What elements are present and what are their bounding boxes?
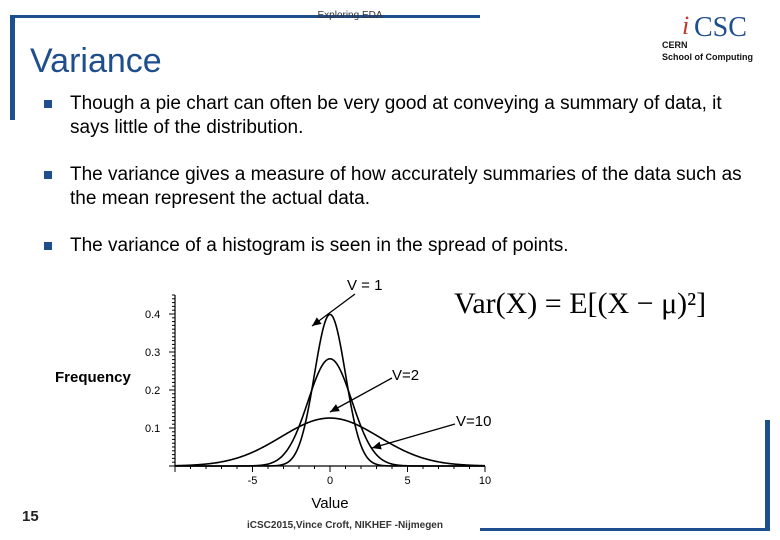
series-arrow-head bbox=[312, 317, 322, 326]
svg-text:CSC: CSC bbox=[694, 12, 747, 43]
series-label: V=2 bbox=[392, 367, 420, 384]
bullet-2 bbox=[40, 163, 760, 211]
footer-credit: iCSC2015,Vince Croft, NIKHEF -Nijmegen bbox=[247, 520, 443, 531]
y-tick-label: 0.2 bbox=[145, 385, 161, 397]
curve-v-10 bbox=[175, 418, 485, 466]
bullet-text: The variance gives a measure of how accurately summaries of the data such as the mean represent the actual data. bbox=[70, 164, 742, 209]
series-arrow bbox=[330, 378, 392, 412]
icsc-logo bbox=[660, 8, 775, 68]
bullet-marker-icon bbox=[44, 171, 52, 179]
bullet-1 bbox=[40, 92, 760, 140]
y-tick-label: 0.3 bbox=[145, 347, 161, 359]
x-tick-label: 10 bbox=[478, 475, 492, 487]
chart-axes bbox=[169, 295, 485, 472]
page-number: 15 bbox=[22, 508, 39, 525]
y-axis-label: Frequency bbox=[55, 369, 131, 386]
series-label: V = 1 bbox=[347, 277, 383, 294]
left-accent-bar bbox=[10, 15, 15, 120]
right-accent-bar bbox=[765, 420, 770, 530]
formula-text: Var(X) = E[(X − μ)²] bbox=[454, 287, 707, 320]
y-tick-label: 0.1 bbox=[145, 423, 161, 435]
header-caption: Exploring EDA bbox=[317, 10, 383, 21]
x-axis-label: Value bbox=[311, 495, 349, 512]
variance-formula bbox=[450, 275, 770, 330]
footer-rule bbox=[480, 528, 770, 531]
bullet-text: The variance of a histogram is seen in the spread of points. bbox=[70, 235, 569, 256]
x-tick-label: -5 bbox=[247, 475, 258, 487]
curve-v-1 bbox=[175, 314, 485, 466]
series-label: V=10 bbox=[456, 413, 492, 430]
logo-line2: School of Computing bbox=[662, 52, 753, 62]
svg-text:i: i bbox=[682, 11, 690, 40]
bullet-marker-icon bbox=[44, 242, 52, 250]
bullet-3 bbox=[40, 234, 760, 258]
y-tick-label: 0.4 bbox=[145, 309, 161, 321]
slide-title: Variance bbox=[30, 42, 162, 80]
curve-v-2 bbox=[175, 359, 485, 466]
chart-curves bbox=[175, 314, 485, 466]
bullet-text: Though a pie chart can often be very good at conveying a summary of data, it says little of the distribution. bbox=[70, 93, 722, 138]
series-arrow-head bbox=[372, 442, 382, 450]
series-arrow bbox=[372, 424, 455, 448]
variance-chart bbox=[0, 270, 520, 540]
logo-line1: CERN bbox=[662, 40, 688, 50]
x-tick-label: 5 bbox=[404, 475, 411, 487]
chart-labels bbox=[55, 277, 491, 512]
bullet-marker-icon bbox=[44, 100, 52, 108]
x-tick-label: 0 bbox=[326, 475, 334, 487]
